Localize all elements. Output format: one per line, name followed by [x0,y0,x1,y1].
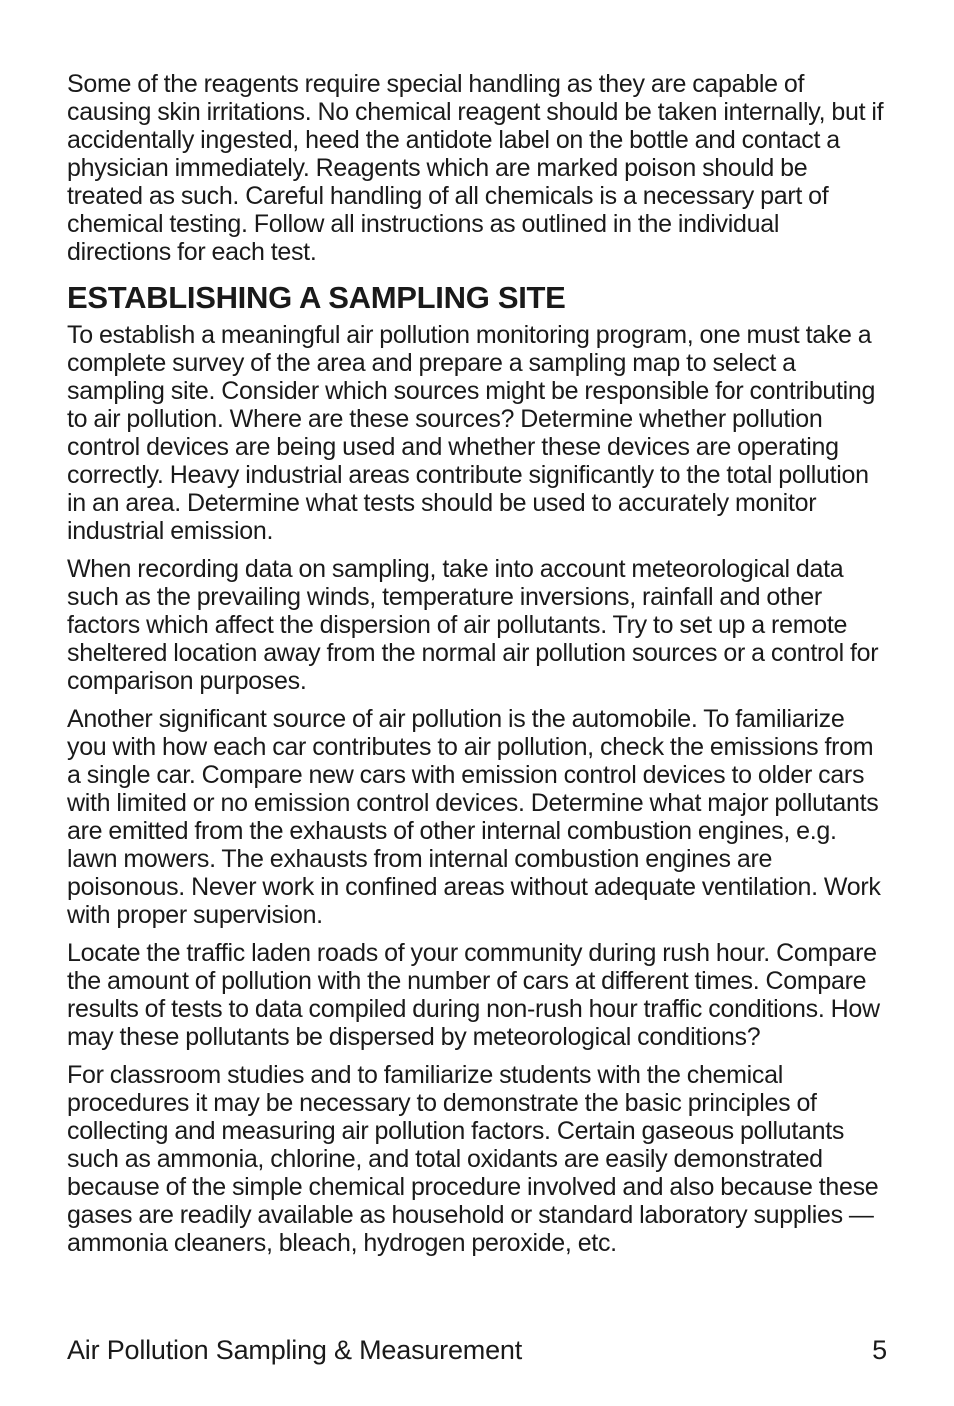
section-paragraph-1: To establish a meaningful air pollution monitoring program, one must take a complete survey of the area and prepare a sampling map to select a sampling site. Consider which sources might be responsible for contributing to air pollution. Where are these sources? Determine whether pollution control devices are being used and whether these devices are operating correctly. Heavy industrial areas contribute significantly to the total pollution in an area. Determine what tests should be used to accurately monitor industrial emission. [67,321,876,545]
section-paragraph-4: Locate the traffic laden roads of your community during rush hour. Compare the amount of pollution with the number of cars at different times. Compare results of tests to data compiled during non-rush hour traffic conditions. How may these pollutants be dispersed by meteorological conditions? [67,939,880,1051]
section-paragraph-5: For classroom studies and to familiarize students with the chemical procedures it may be necessary to demonstrate the basic principles of collecting and measuring air pollution factors. Certain gaseous pollutants such as ammonia, chlorine, and total oxidants are easily demonstrated because of the simple chemical procedure involved and also because these gases are readily available as household or standard laboratory supplies — ammonia cleaners, bleach, hydrogen peroxide, etc. [67,1061,879,1257]
footer-title: Air Pollution Sampling & Measurement [67,1335,523,1365]
section-heading: ESTABLISHING A SAMPLING SITE [67,280,566,315]
section-paragraph-3: Another significant source of air pollution is the automobile. To familiarize you with how each car contributes to air pollution, check the emissions from a single car. Compare new cars with emission control devices to older cars with limited or no emission control devices. Determine what major pollutants are emitted from the exhausts of other internal combustion engines, e.g. lawn mowers. The exhausts from internal combustion engines are poisonous. Never work in confined areas without adequate ventilation. Work with proper supervision. [67,705,881,929]
section-paragraph-2: When recording data on sampling, take into account meteorological data such as the prevailing winds, temperature inversions, rainfall and other factors which affect the dispersion of air pollutants. Try to set up a remote sheltered location away from the normal air pollution sources or a control for comparison purposes. [67,555,879,695]
intro-paragraph: Some of the reagents require special handling as they are capable of causing skin irritations. No chemical reagent should be taken internally, but if accidentally ingested, heed the antidote label on the bottle and contact a physician immediately. Reagents which are marked poison should be treated as such. Careful handling of all chemicals is a necessary part of chemical testing. Follow all instructions as outlined in the individual directions for each test. [67,70,884,266]
page-footer [67,1334,887,1366]
page-number: 5 [872,1335,887,1365]
document-page [67,70,889,1267]
